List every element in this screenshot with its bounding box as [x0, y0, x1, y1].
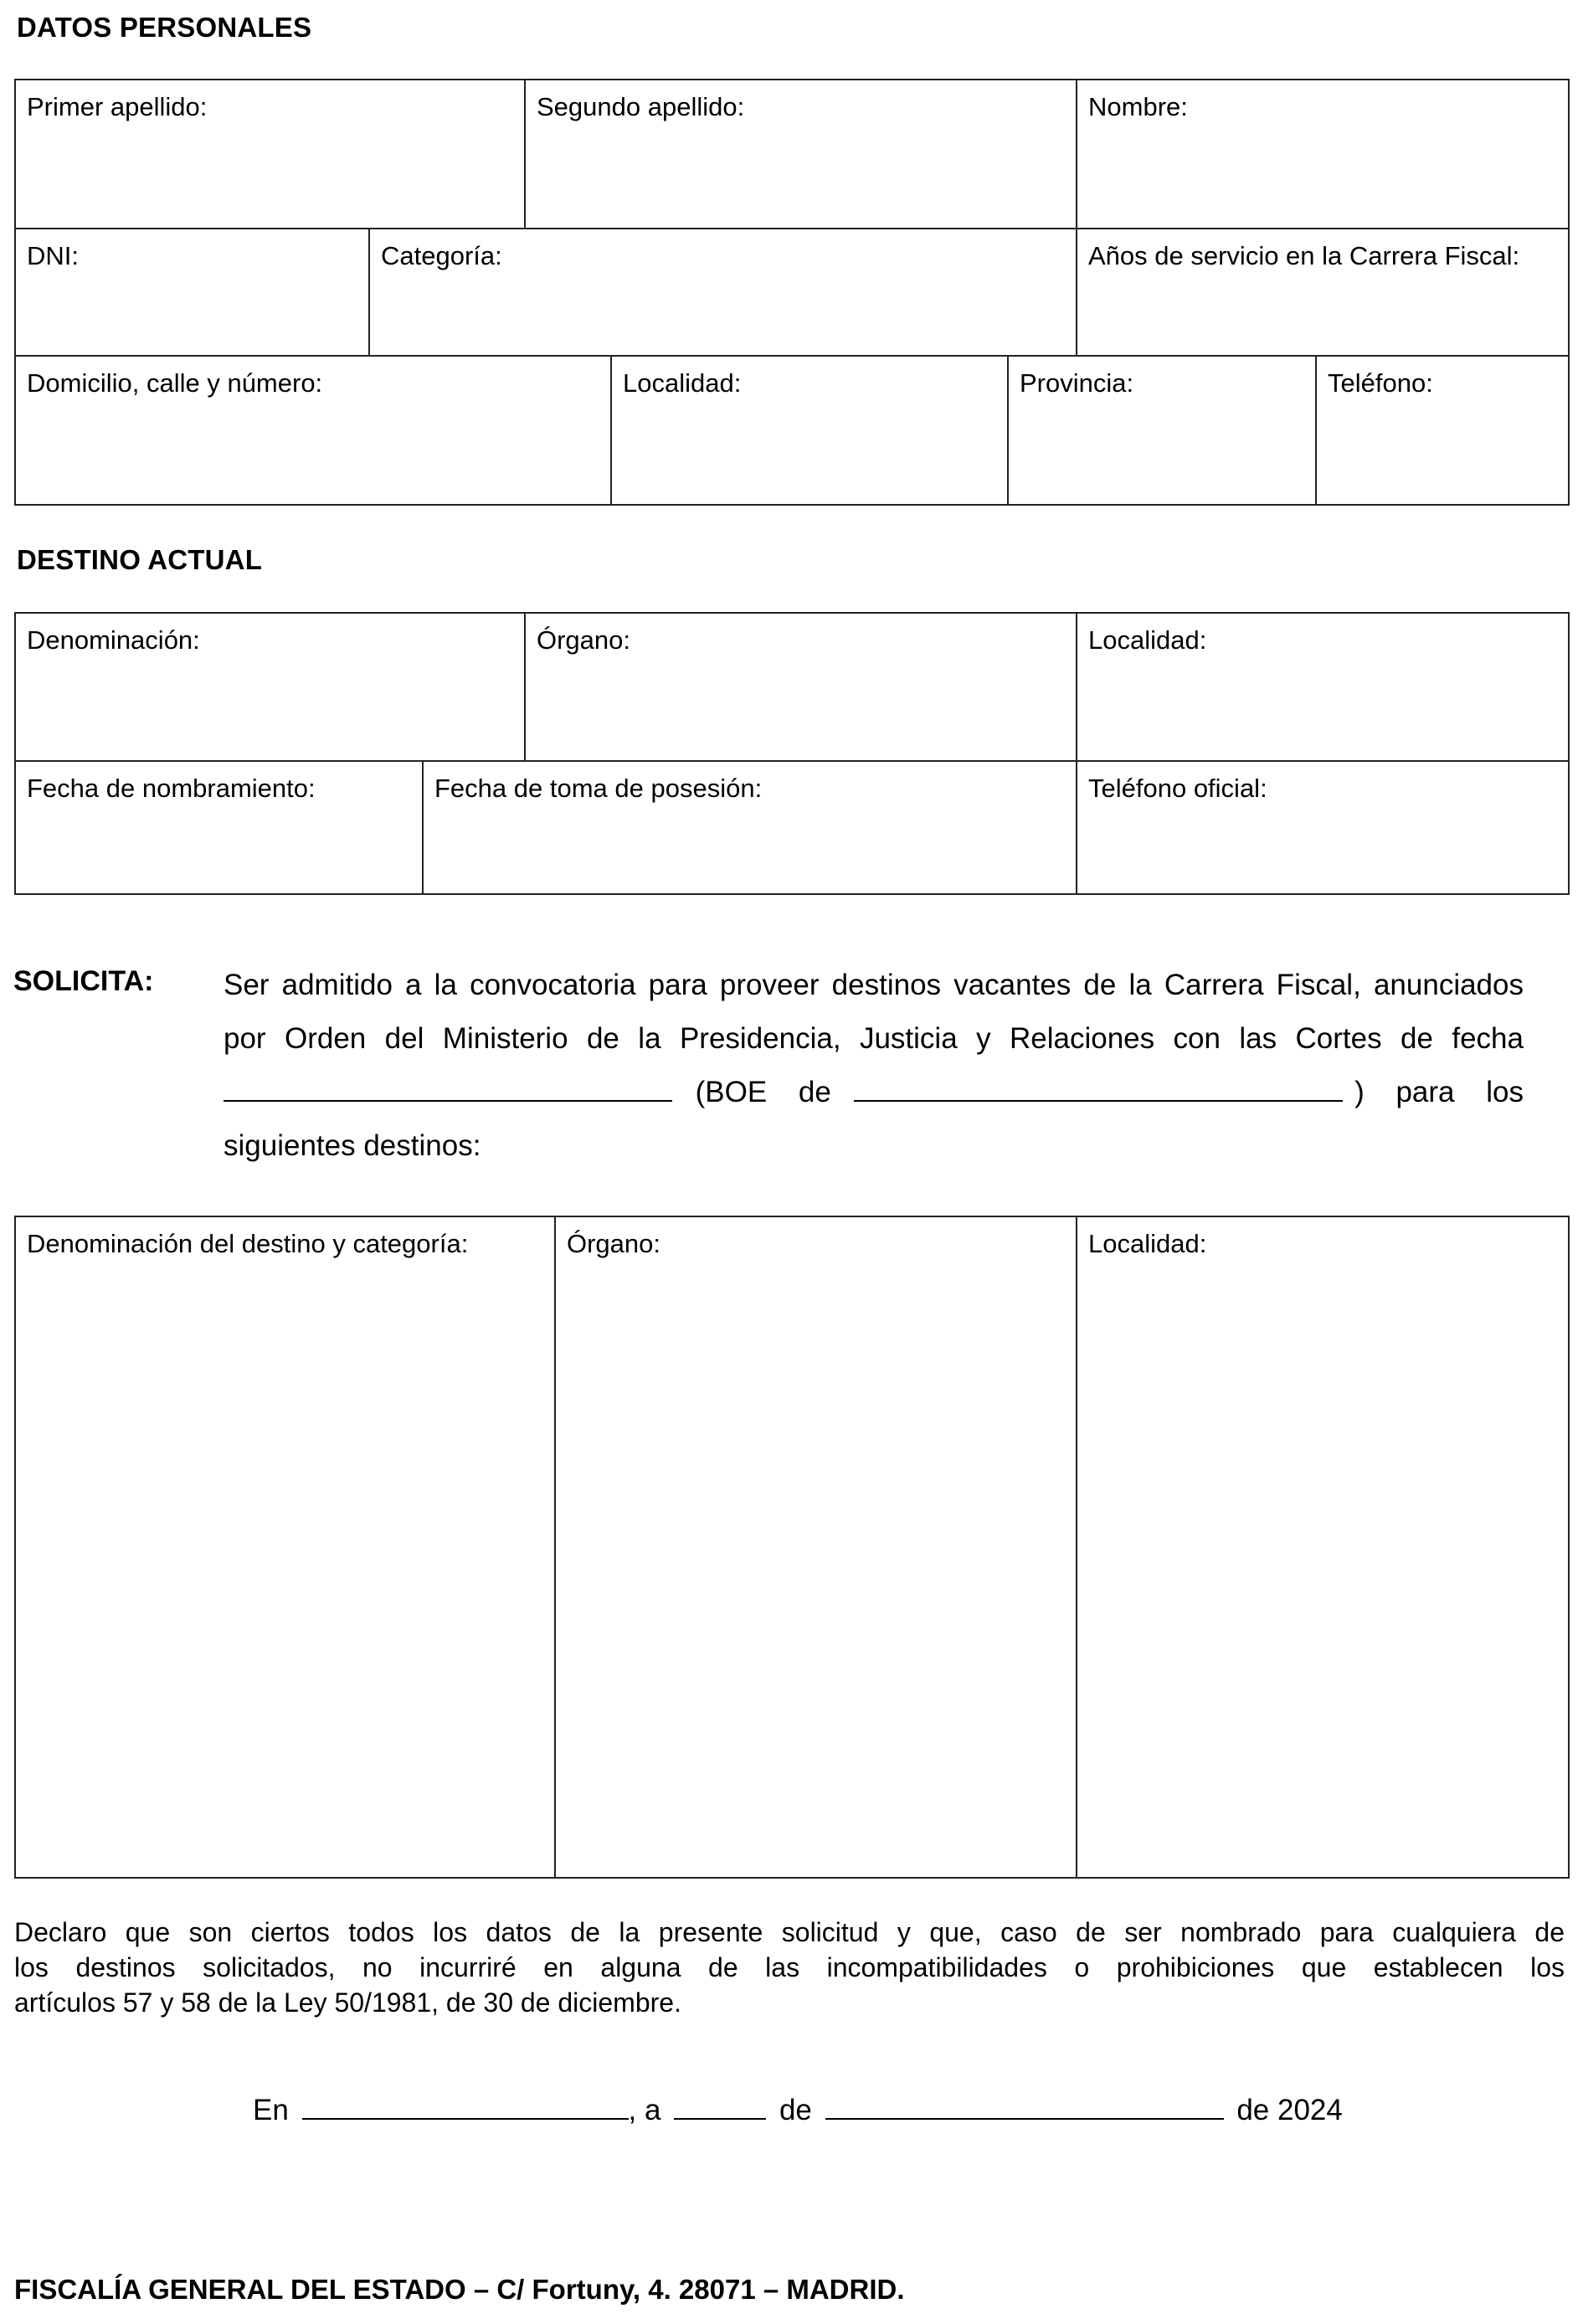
declaracion-paragraph — [14, 1915, 1565, 2020]
field-label: Segundo apellido: — [537, 92, 745, 121]
field-primer-apellido[interactable] — [16, 80, 526, 229]
field-label: Nombre: — [1088, 92, 1188, 121]
dia-blank[interactable] — [674, 2093, 766, 2120]
column-header: Órgano: — [567, 1229, 661, 1258]
field-fecha-nombramiento[interactable] — [16, 762, 424, 893]
solicita-line-3 — [224, 1066, 1524, 1119]
field-categoria[interactable] — [370, 229, 1077, 357]
field-segundo-apellido[interactable] — [526, 80, 1077, 229]
field-nombre[interactable] — [1077, 80, 1568, 229]
de-text: de — [779, 2094, 812, 2126]
field-label: Domicilio, calle y número: — [27, 368, 323, 398]
field-domicilio[interactable] — [16, 357, 612, 504]
section-heading-datos-personales: DATOS PERSONALES — [17, 12, 312, 43]
fecha-boe-blank[interactable] — [854, 1075, 1343, 1102]
datos-personales-table — [14, 79, 1570, 506]
solicita-line-1: Ser admitido a la convocatoria para proveer destinos vacantes de la Carrera Fiscal, anunciados — [224, 969, 1524, 1001]
section-heading-destino-actual: DESTINO ACTUAL — [17, 544, 263, 575]
field-label: Órgano: — [537, 625, 631, 655]
field-anos-servicio[interactable] — [1077, 229, 1568, 357]
field-label: Localidad: — [1088, 625, 1207, 655]
field-label: Años de servicio en la Carrera Fiscal: — [1088, 241, 1520, 270]
lugar-blank[interactable] — [302, 2093, 629, 2120]
field-label: Localidad: — [623, 368, 742, 398]
field-label: Fecha de toma de posesión: — [434, 774, 763, 803]
column-denominacion-destino[interactable] — [16, 1217, 556, 1877]
declaracion-line-2: los destinos solicitados, no incurriré en alguna de las incompatibilidades o prohibiciones que establecen los — [14, 1952, 1565, 1982]
year-text: de 2024 — [1236, 2094, 1343, 2126]
field-telefono[interactable] — [1317, 357, 1568, 504]
fecha-orden-blank[interactable] — [224, 1075, 672, 1102]
mes-blank[interactable] — [825, 2093, 1224, 2120]
field-label: Teléfono: — [1328, 368, 1433, 398]
column-organo[interactable] — [556, 1217, 1077, 1877]
field-label: Teléfono oficial: — [1088, 774, 1267, 803]
destino-actual-table — [14, 612, 1570, 895]
boe-text: (BOE de — [695, 1076, 831, 1108]
solicita-line-4: siguientes destinos: — [224, 1129, 481, 1162]
destinos-solicitados-table — [14, 1216, 1570, 1879]
fecha-lugar-line — [253, 2093, 1343, 2127]
en-text: En — [253, 2094, 289, 2126]
field-label: Primer apellido: — [27, 92, 208, 121]
solicita-line-2: por Orden del Ministerio de la Presidencia, Justicia y Relaciones con las Cortes de fecha — [224, 1022, 1524, 1055]
field-label: Denominación: — [27, 625, 200, 655]
field-fecha-toma-posesion[interactable] — [424, 762, 1077, 893]
field-label: Categoría: — [381, 241, 502, 270]
field-organo[interactable] — [526, 614, 1077, 762]
field-localidad[interactable] — [612, 357, 1009, 504]
solicita-label: SOLICITA: — [13, 965, 154, 997]
column-header: Denominación del destino y categoría: — [27, 1229, 469, 1258]
a-text: , a — [628, 2094, 661, 2126]
field-provincia[interactable] — [1009, 357, 1317, 504]
para-los-text: ) para los — [1354, 1076, 1524, 1108]
field-label: Provincia: — [1020, 368, 1134, 398]
solicita-paragraph — [224, 959, 1524, 1173]
field-label: DNI: — [27, 241, 79, 270]
field-dni[interactable] — [16, 229, 370, 357]
field-denominacion[interactable] — [16, 614, 526, 762]
declaracion-line-3: artículos 57 y 58 de la Ley 50/1981, de 30 de diciembre. — [14, 1987, 681, 2018]
footer-address: FISCALÍA GENERAL DEL ESTADO – C/ Fortuny, 4. 28071 – MADRID. — [14, 2274, 905, 2305]
declaracion-line-1: Declaro que son ciertos todos los datos de la presente solicitud y que, caso de ser nombrado para cualquiera de — [14, 1917, 1565, 1947]
field-telefono-oficial[interactable] — [1077, 762, 1568, 893]
column-header: Localidad: — [1088, 1229, 1207, 1258]
field-localidad-destino[interactable] — [1077, 614, 1568, 762]
field-label: Fecha de nombramiento: — [27, 774, 316, 803]
column-localidad[interactable] — [1077, 1217, 1568, 1877]
